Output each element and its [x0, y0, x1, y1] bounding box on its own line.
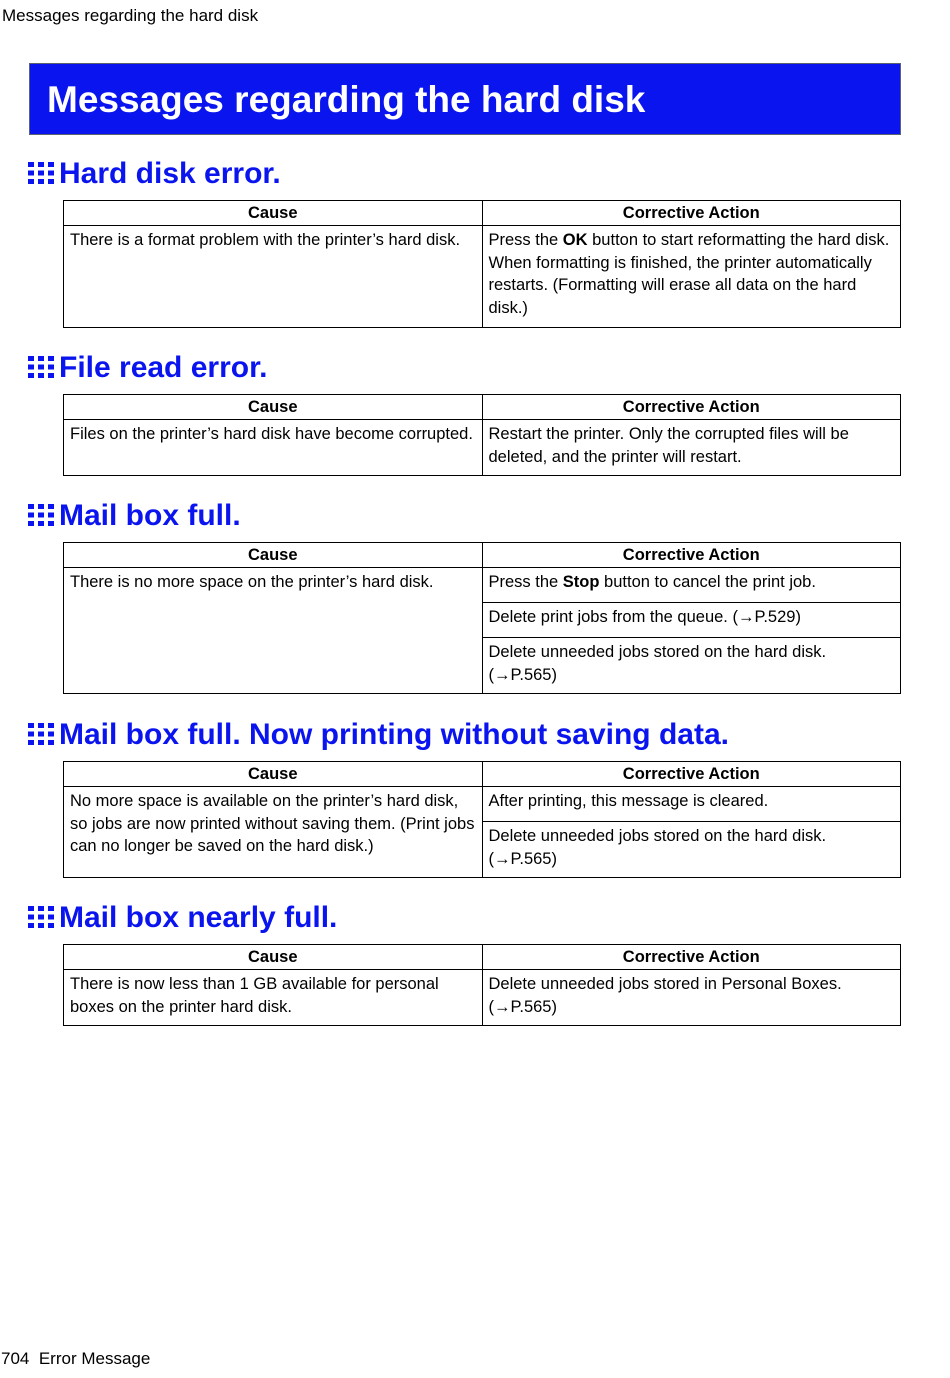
- section-heading: [28, 899, 902, 937]
- table-header-row: [64, 395, 901, 420]
- table-header-row: [64, 543, 901, 568]
- table-row: [64, 420, 901, 476]
- cause-header: Cause: [64, 762, 483, 787]
- grid-icon: [28, 356, 54, 378]
- section-mail-box-full: [28, 497, 902, 684]
- section-title: File read error.: [59, 351, 268, 384]
- grid-icon: [28, 906, 54, 928]
- section-title: Mail box full.: [59, 499, 241, 532]
- action-cell: After printing, this message is cleared.: [482, 787, 901, 822]
- action-header: Corrective Action: [482, 762, 901, 787]
- error-table: [63, 394, 901, 476]
- chapter-title: Error Message: [38, 1349, 151, 1368]
- action-text: button to cancel the print job.: [599, 573, 816, 591]
- cause-header: Cause: [64, 945, 483, 970]
- action-text: Press the: [488, 231, 563, 249]
- section-mail-box-full-printing: [28, 716, 902, 868]
- section-file-read-error: [28, 349, 902, 466]
- page-footer: [1, 1349, 150, 1369]
- action-cell: [482, 226, 901, 328]
- action-header: Corrective Action: [482, 543, 901, 568]
- action-cell: Restart the printer. Only the corrupted files will be deleted, and the printer will restart.: [482, 420, 901, 476]
- action-cell: Delete print jobs from the queue. (→P.529): [482, 603, 901, 638]
- action-cell: Delete unneeded jobs stored in Personal Boxes. (→P.565): [482, 970, 901, 1026]
- table-row: [64, 970, 901, 1026]
- cause-header: Cause: [64, 201, 483, 226]
- section-title: Mail box full. Now printing without saving data.: [59, 718, 729, 751]
- running-head: Messages regarding the hard disk: [2, 6, 259, 25]
- action-text: Press the: [488, 573, 563, 591]
- table-row: [64, 568, 901, 603]
- grid-icon: [28, 504, 54, 526]
- action-cell: Delete unneeded jobs stored on the hard disk. (→P.565): [482, 822, 901, 878]
- section-heading: [28, 155, 902, 193]
- stop-button-label: Stop: [562, 573, 600, 591]
- section-title: Hard disk error.: [59, 157, 281, 190]
- section-mail-box-nearly-full: [28, 899, 902, 1016]
- ok-button-label: OK: [562, 231, 588, 249]
- table-header-row: [64, 762, 901, 787]
- table-header-row: [64, 201, 901, 226]
- table-row: [64, 787, 901, 822]
- section-heading: [28, 716, 902, 754]
- page-title: Messages regarding the hard disk: [47, 79, 646, 120]
- error-table: [63, 761, 901, 878]
- cause-cell: No more space is available on the printer’s hard disk, so jobs are now printed without saving them. (Print jobs can no longer be saved on the hard disk.): [64, 787, 483, 878]
- action-text: button to start reformatting the hard disk. When formatting is finished, the printer automatically restarts. (Formatting will erase all data on the hard disk.): [488, 231, 890, 317]
- section-hard-disk-error: [28, 155, 902, 317]
- table-row: [64, 226, 901, 328]
- table-header-row: [64, 945, 901, 970]
- page-title-banner: [29, 63, 901, 135]
- cause-cell: There is now less than 1 GB available for personal boxes on the printer hard disk.: [64, 970, 483, 1026]
- action-header: Corrective Action: [482, 201, 901, 226]
- action-cell: [482, 568, 901, 603]
- section-heading: [28, 349, 902, 387]
- grid-icon: [28, 162, 54, 184]
- cause-cell: Files on the printer’s hard disk have become corrupted.: [64, 420, 483, 476]
- action-cell: Delete unneeded jobs stored on the hard disk. (→P.565): [482, 638, 901, 694]
- error-table: [63, 944, 901, 1026]
- action-header: Corrective Action: [482, 395, 901, 420]
- cause-header: Cause: [64, 543, 483, 568]
- section-heading: [28, 497, 902, 535]
- grid-icon: [28, 723, 54, 745]
- page-number: 704: [1, 1349, 30, 1368]
- cause-cell: There is a format problem with the printer’s hard disk.: [64, 226, 483, 328]
- error-table: [63, 542, 901, 694]
- section-title: Mail box nearly full.: [59, 901, 338, 934]
- cause-header: Cause: [64, 395, 483, 420]
- error-table: [63, 200, 901, 328]
- cause-cell: There is no more space on the printer’s hard disk.: [64, 568, 483, 694]
- action-header: Corrective Action: [482, 945, 901, 970]
